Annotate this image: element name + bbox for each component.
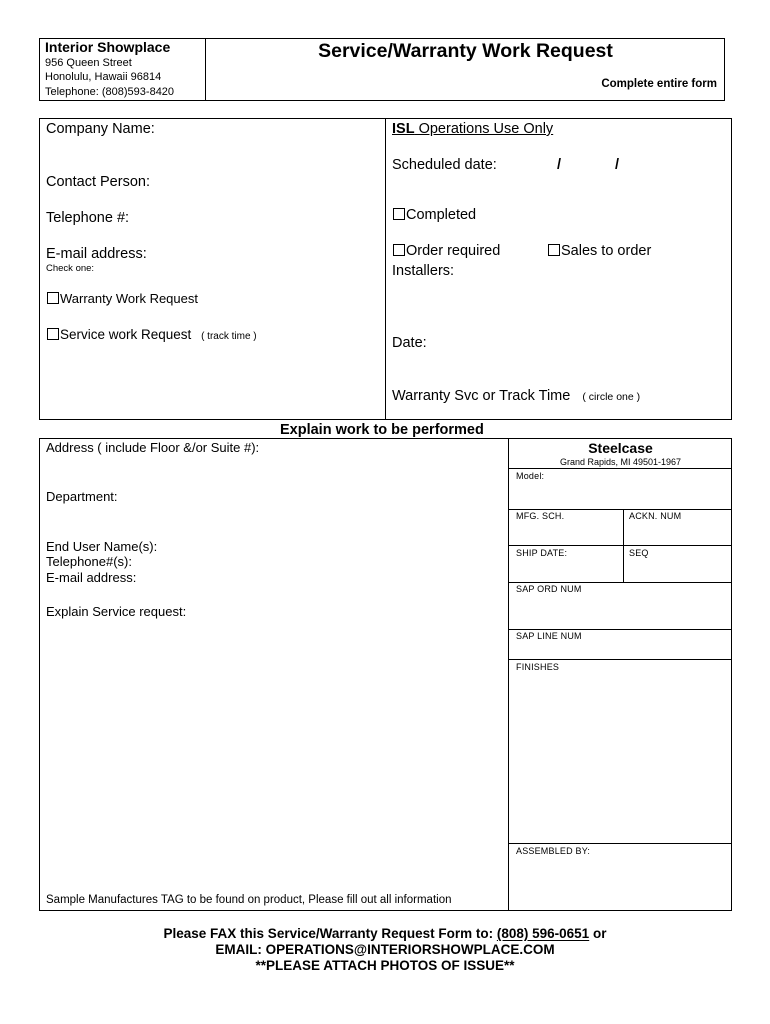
explain-work-heading: Explain work to be performed (280, 422, 484, 438)
model-label: Model: (516, 471, 545, 481)
tag-line-6 (508, 659, 732, 660)
ackn-num-label: ACKN. NUM (629, 511, 682, 521)
ops-section-title (392, 121, 553, 137)
mfg-sch-label: MFG. SCH. (516, 511, 565, 521)
scheduled-date-slash-2: / (615, 157, 620, 173)
service-checkbox[interactable] (47, 328, 59, 340)
fax-prefix: Please FAX this Service/Warranty Request Form to: (163, 926, 497, 941)
tag-line-5 (508, 629, 732, 630)
explain-service-label: Explain Service request: (46, 604, 187, 619)
order-required-label: Order required (406, 243, 501, 259)
attach-photos-line: **PLEASE ATTACH PHOTOS OF ISSUE** (255, 958, 515, 973)
scheduled-date-label: Scheduled date: (392, 157, 497, 173)
sap-line-num-label: SAP LINE NUM (516, 631, 582, 641)
tag-line-7 (508, 843, 732, 844)
finishes-label: FINISHES (516, 662, 560, 672)
completed-option[interactable] (393, 207, 476, 223)
scheduled-date-slash-1: / (557, 157, 562, 173)
track-time-note: ( track time ) (201, 331, 257, 342)
address-label: Address ( include Floor &/or Suite #): (46, 440, 260, 455)
sales-to-order-label: Sales to order (561, 243, 652, 259)
telephone-label: Telephone #: (46, 210, 130, 226)
contact-person-label: Contact Person: (46, 174, 150, 190)
warranty-work-option[interactable] (47, 291, 198, 306)
end-user-label: End User Name(s): (46, 539, 158, 554)
assembled-by-label: ASSEMBLED BY: (516, 846, 591, 856)
seq-label: SEQ (629, 548, 649, 558)
warranty-svc-label (392, 388, 640, 404)
company-name-label: Company Name: (46, 121, 155, 137)
date-label: Date: (392, 335, 427, 351)
warranty-work-label: Warranty Work Request (60, 291, 198, 306)
circle-one-note: ( circle one ) (582, 391, 641, 403)
ops-title-isl: ISL (392, 121, 415, 137)
department-label: Department: (46, 489, 118, 504)
company-address-line2: Honolulu, Hawaii 96814 (45, 71, 162, 83)
completed-checkbox[interactable] (393, 208, 405, 220)
company-telephone: Telephone: (808)593-8420 (45, 86, 175, 98)
tag-note: Sample Manufactures TAG to be found on product, Please fill out all information (46, 894, 452, 906)
steelcase-brand: Steelcase (588, 440, 653, 456)
steelcase-location: Grand Rapids, MI 49501-1967 (559, 457, 682, 467)
tag-line-1 (508, 468, 732, 469)
warranty-svc-text: Warranty Svc or Track Time (392, 388, 571, 404)
service-work-option[interactable] (47, 327, 257, 342)
check-one-label: Check one: (46, 263, 95, 274)
form-title: Service/Warranty Work Request (318, 40, 613, 62)
warranty-checkbox[interactable] (47, 292, 59, 304)
sales-to-order-option[interactable] (548, 243, 651, 259)
tag-line-4 (508, 582, 732, 583)
fax-line (0, 926, 770, 941)
fax-number[interactable]: (808) 596-0651 (496, 926, 590, 941)
sap-ord-num-label: SAP ORD NUM (516, 584, 582, 594)
installers-label: Installers: (392, 263, 455, 279)
service-work-label: Service work Request (60, 327, 192, 342)
email-label: E-mail address: (46, 246, 147, 262)
order-required-option[interactable] (393, 243, 500, 259)
email-line: EMAIL: OPERATIONS@INTERIORSHOWPLACE.COM (215, 942, 555, 957)
telephones-label: Telephone#(s): (46, 554, 132, 569)
sales-to-order-checkbox[interactable] (548, 244, 560, 256)
ops-title-rest: Operations Use Only (414, 121, 554, 137)
company-address-line1: 956 Queen Street (45, 57, 132, 69)
tag-line-3 (508, 545, 732, 546)
completed-label: Completed (406, 207, 477, 223)
info-section-divider (385, 118, 386, 420)
company-name: Interior Showplace (45, 39, 171, 55)
fax-suffix: or (589, 926, 607, 941)
end-user-email-label: E-mail address: (46, 570, 137, 585)
form-subtitle: Complete entire form (601, 78, 717, 90)
ship-date-label: SHIP DATE: (516, 548, 568, 558)
tag-line-2 (508, 509, 732, 510)
order-required-checkbox[interactable] (393, 244, 405, 256)
